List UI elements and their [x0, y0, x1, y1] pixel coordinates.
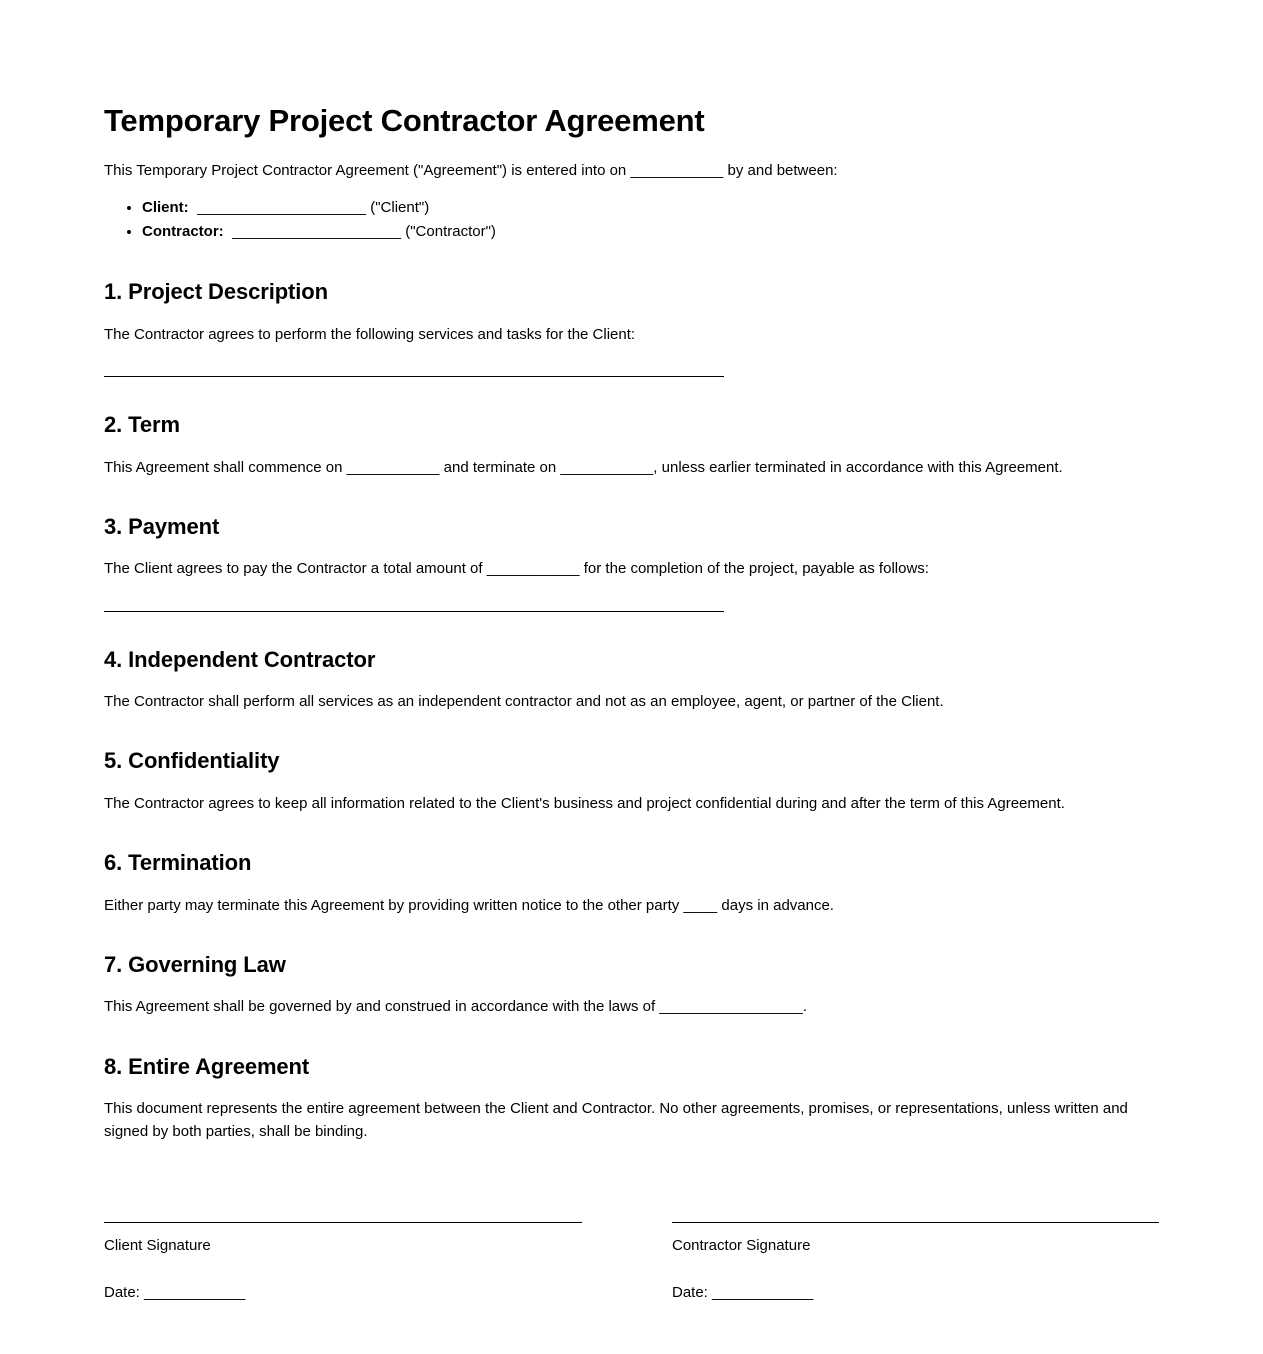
section-text: Either party may terminate this Agreement by providing written notice to the other party — [104, 896, 684, 914]
section-text: . — [802, 998, 808, 1016]
contractor-date-label: Date: — [672, 1284, 713, 1302]
parties-list — [104, 196, 1159, 245]
party-blank-client[interactable]: ____________________ — [188, 198, 367, 216]
section-body-entire-agreement — [104, 1097, 1159, 1144]
intro-text-prefix: This Temporary Project Contractor Agreement ("Agreement") is entered into on — [104, 162, 631, 180]
section-body-confidentiality — [104, 792, 1159, 815]
client-date-blank[interactable]: ____________ — [144, 1284, 246, 1302]
section-text: days in advance. — [717, 896, 834, 914]
section-body-term — [104, 456, 1159, 479]
section-text: The Contractor shall perform all services as an independent contractor and not as an employee, agent, or partner of the Client. — [104, 693, 944, 711]
section-heading-term: 2. Term — [104, 412, 180, 438]
term-start-date-blank[interactable]: ___________ — [346, 458, 440, 476]
fill-in-rule-payment[interactable] — [104, 611, 724, 612]
section-body-governing-law — [104, 995, 1159, 1018]
section-heading-independent-contractor: 4. Independent Contractor — [104, 646, 376, 672]
section-text: The Contractor agrees to keep all information related to the Client's business and project confidential during and after the term of this Agreement. — [104, 794, 1065, 812]
section-text: The Client agrees to pay the Contractor a total amount of — [104, 560, 487, 578]
fill-in-rule-project-description[interactable] — [104, 376, 724, 377]
intro-date-blank[interactable]: ___________ — [630, 162, 724, 180]
client-date-label: Date: — [104, 1284, 145, 1302]
signature-column-contractor — [672, 1222, 1159, 1305]
contractor-signature-line[interactable] — [672, 1222, 1159, 1223]
section-body-termination — [104, 894, 1159, 917]
signature-block — [104, 1222, 1159, 1305]
termination-notice-days-blank[interactable]: ____ — [683, 896, 718, 914]
section-text: The Contractor agrees to perform the following services and tasks for the Client: — [104, 325, 636, 343]
term-end-date-blank[interactable]: ___________ — [560, 458, 654, 476]
section-heading-termination: 6. Termination — [104, 850, 252, 876]
section-heading-payment: 3. Payment — [104, 513, 220, 539]
section-heading-entire-agreement: 8. Entire Agreement — [104, 1053, 310, 1079]
party-suffix-client: ("Client") — [366, 198, 430, 216]
section-text: This Agreement shall be governed by and construed in accordance with the laws of — [104, 998, 660, 1016]
party-label-client: Client: — [142, 198, 189, 216]
section-text: and terminate on — [439, 458, 561, 476]
contractor-date-field — [672, 1282, 1159, 1305]
section-text: , unless earlier terminated in accordance with this Agreement. — [653, 458, 1063, 476]
page-title: Temporary Project Contractor Agreement — [104, 103, 705, 138]
intro-paragraph — [104, 160, 1159, 182]
section-text: This document represents the entire agreement between the Client and Contractor. No other agreements, promises, or representations, unless written and signed by both parties, shall be binding. — [104, 1100, 1128, 1141]
section-heading-confidentiality: 5. Confidentiality — [104, 748, 280, 774]
section-text: for the completion of the project, payable as follows: — [579, 560, 929, 578]
client-signature-line[interactable] — [104, 1222, 582, 1223]
party-label-contractor: Contractor: — [142, 223, 224, 241]
list-item — [142, 196, 1159, 220]
party-suffix-contractor: ("Contractor") — [401, 223, 496, 241]
signature-column-client — [104, 1222, 582, 1305]
section-text: This Agreement shall commence on — [104, 458, 347, 476]
payment-amount-blank[interactable]: ___________ — [486, 560, 580, 578]
party-blank-contractor[interactable]: ____________________ — [223, 223, 402, 241]
section-heading-project-description: 1. Project Description — [104, 279, 328, 305]
contractor-signature-label: Contractor Signature — [672, 1236, 811, 1254]
governing-law-jurisdiction-blank[interactable]: _________________ — [659, 998, 803, 1016]
section-heading-governing-law: 7. Governing Law — [104, 951, 286, 977]
contractor-date-blank[interactable]: ____________ — [712, 1284, 814, 1302]
intro-text-suffix: by and between: — [723, 162, 838, 180]
list-item — [142, 220, 1159, 244]
section-body-payment — [104, 557, 1159, 580]
client-signature-label: Client Signature — [104, 1236, 211, 1254]
client-date-field — [104, 1282, 582, 1305]
section-body-project-description — [104, 323, 1159, 346]
section-body-independent-contractor — [104, 690, 1159, 713]
